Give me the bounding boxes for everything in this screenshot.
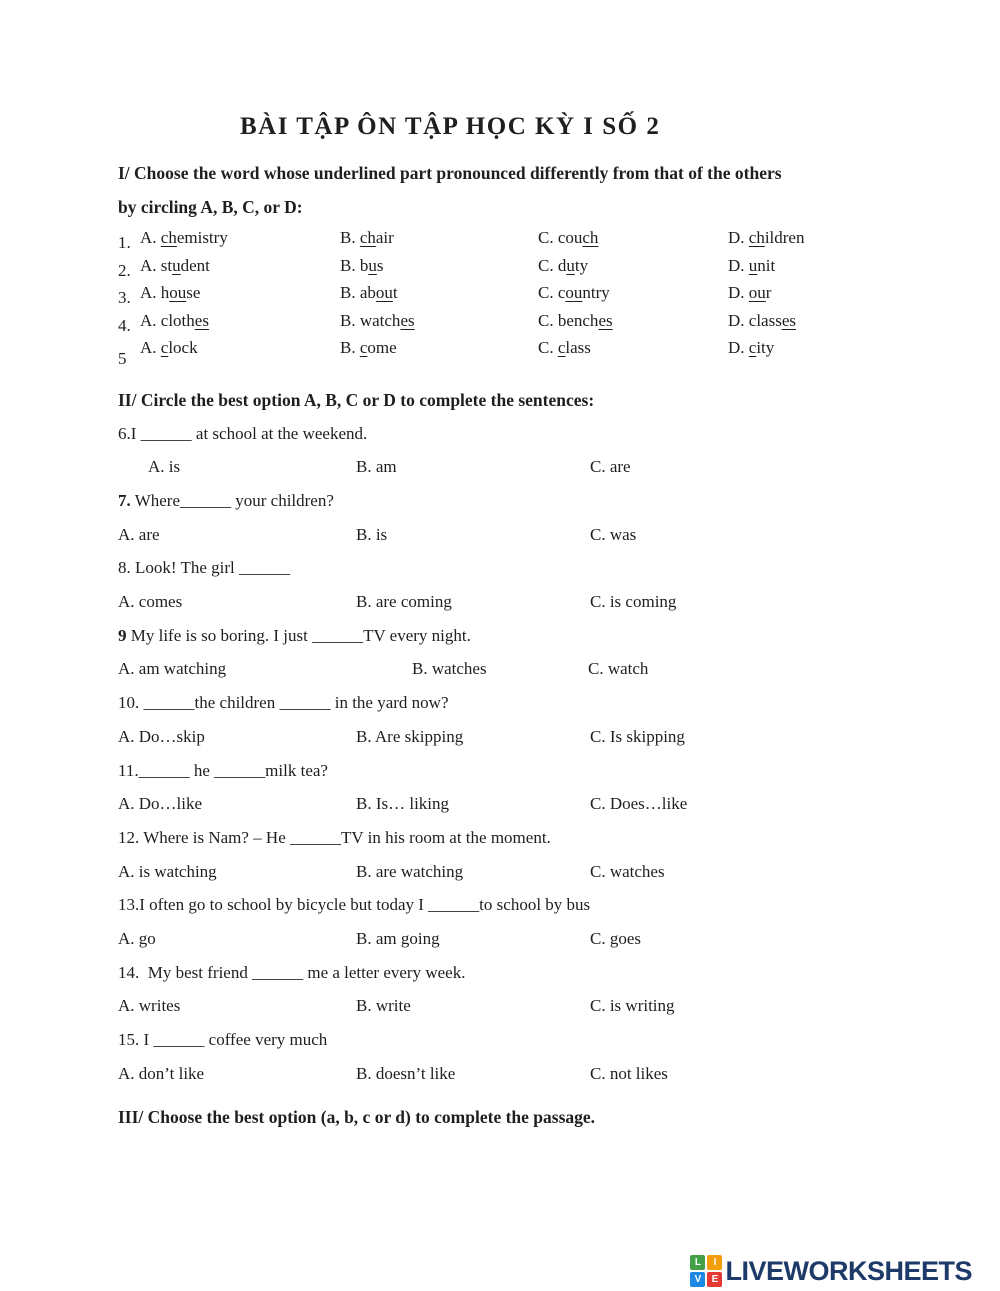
question-8 <box>118 551 970 618</box>
q13-option-b[interactable]: B. am going <box>356 929 440 949</box>
question-stem: 8. Look! The girl ______ <box>118 558 291 578</box>
logo-tile-e: E <box>707 1272 722 1287</box>
q3-option-a[interactable]: A. house <box>140 283 201 302</box>
q6-option-c[interactable]: C. are <box>590 457 631 477</box>
q14-option-b[interactable]: B. write <box>356 996 411 1016</box>
question-11-options <box>118 787 970 821</box>
q4-option-d[interactable]: D. classes <box>728 310 796 330</box>
question-stem: 15. I ______ coffee very much <box>118 1030 328 1050</box>
question-number: 3. <box>118 288 131 307</box>
question-7 <box>118 484 970 551</box>
question-stem: 6.I ______ at school at the weekend. <box>118 423 368 443</box>
question-row-5 <box>118 338 970 366</box>
question-number: 12. <box>118 827 140 847</box>
q8-option-b[interactable]: B. are coming <box>356 592 452 612</box>
question-13-options <box>118 922 970 956</box>
logo-tile-l: L <box>690 1255 705 1270</box>
question-number: 9 <box>118 625 127 645</box>
q14-option-a[interactable]: A. writes <box>118 996 181 1016</box>
q1-option-c[interactable]: C. couch <box>538 228 599 247</box>
q13-option-c[interactable]: C. goes <box>590 929 641 949</box>
question-number: 6. <box>118 423 131 443</box>
q2-option-a[interactable]: A. student <box>140 255 210 275</box>
section1-heading-line1: I/ Choose the word whose underlined part pronounced differently from that of the others <box>118 163 782 183</box>
pronunciation-questions <box>118 228 970 366</box>
q3-option-d[interactable]: D. our <box>728 283 772 302</box>
question-number: 4. <box>118 315 131 335</box>
q10-option-c[interactable]: C. Is skipping <box>590 726 685 746</box>
q2-option-b[interactable]: B. bus <box>340 255 384 275</box>
q1-option-b[interactable]: B. chair <box>340 228 394 247</box>
q8-option-c[interactable]: C. is coming <box>590 592 677 612</box>
q5-option-d[interactable]: D. city <box>728 338 775 357</box>
q15-option-c[interactable]: C. not likes <box>590 1063 668 1083</box>
question-stem: 10. ______the children ______ in the yard now? <box>118 693 449 713</box>
question-row-1 <box>118 228 970 256</box>
q15-option-b[interactable]: B. doesn’t like <box>356 1063 456 1083</box>
q10-option-a[interactable]: A. Do…skip <box>118 726 205 746</box>
q12-option-a[interactable]: A. is watching <box>118 861 217 881</box>
question-number: 13. <box>118 895 140 915</box>
question-stem: 11.______ he ______milk tea? <box>118 760 328 780</box>
question-6 <box>118 417 970 484</box>
question-number: 10. <box>118 693 140 713</box>
section3-heading: III/ Choose the best option (a, b, c or d) to complete the passage. <box>118 1106 596 1127</box>
question-12-options <box>118 855 970 889</box>
q7-option-c[interactable]: C. was <box>590 524 637 544</box>
question-stem: 14. My best friend ______ me a letter every week. <box>118 962 466 982</box>
question-row-3 <box>118 283 970 311</box>
question-14 <box>118 956 970 1023</box>
q12-option-c[interactable]: C. watches <box>590 861 665 881</box>
q3-option-b[interactable]: B. about <box>340 283 398 302</box>
q6-option-b[interactable]: B. am <box>356 457 397 477</box>
question-row-2 <box>118 256 970 284</box>
question-stem: 12. Where is Nam? – He ______TV in his room at the moment. <box>118 827 551 847</box>
question-number: 15. <box>118 1030 140 1050</box>
q5-option-b[interactable]: B. come <box>340 338 397 357</box>
q14-option-c[interactable]: C. is writing <box>590 996 675 1016</box>
question-9 <box>118 619 970 686</box>
q9-option-c[interactable]: C. watch <box>588 659 649 679</box>
logo-tile-v: V <box>690 1272 705 1287</box>
question-number: 8. <box>118 558 131 578</box>
liveworksheets-logo-icon <box>690 1255 722 1287</box>
section1-heading-line2: by circling A, B, C, or D: <box>118 197 303 217</box>
q11-option-a[interactable]: A. Do…like <box>118 794 203 814</box>
q7-option-b[interactable]: B. is <box>356 524 388 544</box>
q5-option-a[interactable]: A. clock <box>140 338 198 357</box>
question-number: 2. <box>118 260 131 280</box>
q4-option-a[interactable]: A. clothes <box>140 310 209 330</box>
logo-tile-i: I <box>707 1255 722 1270</box>
logo-wordmark: LIVEWORKSHEETS <box>725 1256 972 1286</box>
question-14-options <box>118 989 970 1023</box>
question-number: 5 <box>118 349 127 368</box>
q13-option-a[interactable]: A. go <box>118 929 156 949</box>
q12-option-b[interactable]: B. are watching <box>356 861 464 881</box>
q9-option-a[interactable]: A. am watching <box>118 659 227 679</box>
question-number: 14. <box>118 962 140 982</box>
question-number: 1. <box>118 233 131 252</box>
question-10-options <box>118 720 970 754</box>
question-10 <box>118 686 970 753</box>
section2-heading: II/ Circle the best option A, B, C or D to complete the sentences: <box>118 389 595 410</box>
q8-option-a[interactable]: A. comes <box>118 592 183 612</box>
q4-option-b[interactable]: B. watches <box>340 310 415 330</box>
question-8-options <box>118 585 970 619</box>
q10-option-b[interactable]: B. Are skipping <box>356 726 464 746</box>
q4-option-c[interactable]: C. benches <box>538 310 613 330</box>
q3-option-c[interactable]: C. country <box>538 283 610 302</box>
question-stem: 7. Where______ your children? <box>118 490 334 510</box>
question-number: 11. <box>118 760 139 780</box>
question-stem: 9 My life is so boring. I just ______TV every night. <box>118 625 471 645</box>
question-15-options <box>118 1057 970 1091</box>
liveworksheets-logo[interactable] <box>690 1254 972 1288</box>
question-row-4 <box>118 311 970 339</box>
q1-option-a[interactable]: A. chemistry <box>140 228 228 247</box>
q2-option-d[interactable]: D. unit <box>728 255 776 275</box>
q6-option-a[interactable]: A. is <box>148 457 181 477</box>
question-6-options <box>118 450 970 484</box>
question-9-options <box>118 652 970 686</box>
question-15 <box>118 1023 970 1090</box>
q5-option-c[interactable]: C. class <box>538 338 591 357</box>
q11-option-b[interactable]: B. Is… liking <box>356 794 450 814</box>
q9-option-b[interactable]: B. watches <box>412 659 487 679</box>
question-13 <box>118 888 970 955</box>
worksheet-title: BÀI TẬP ÔN TẬP HỌC KỲ I SỐ 2 <box>240 113 661 140</box>
q11-option-c[interactable]: C. Does…like <box>590 794 688 814</box>
question-12 <box>118 821 970 888</box>
q15-option-a[interactable]: A. don’t like <box>118 1063 205 1083</box>
q1-option-d[interactable]: D. children <box>728 228 805 247</box>
question-7-options <box>118 518 970 552</box>
q2-option-c[interactable]: C. duty <box>538 255 589 275</box>
question-stem: 13.I often go to school by bicycle but today I ______to school by bus <box>118 895 591 915</box>
question-11 <box>118 754 970 821</box>
q7-option-a[interactable]: A. are <box>118 524 160 544</box>
question-number: 7. <box>118 490 131 510</box>
